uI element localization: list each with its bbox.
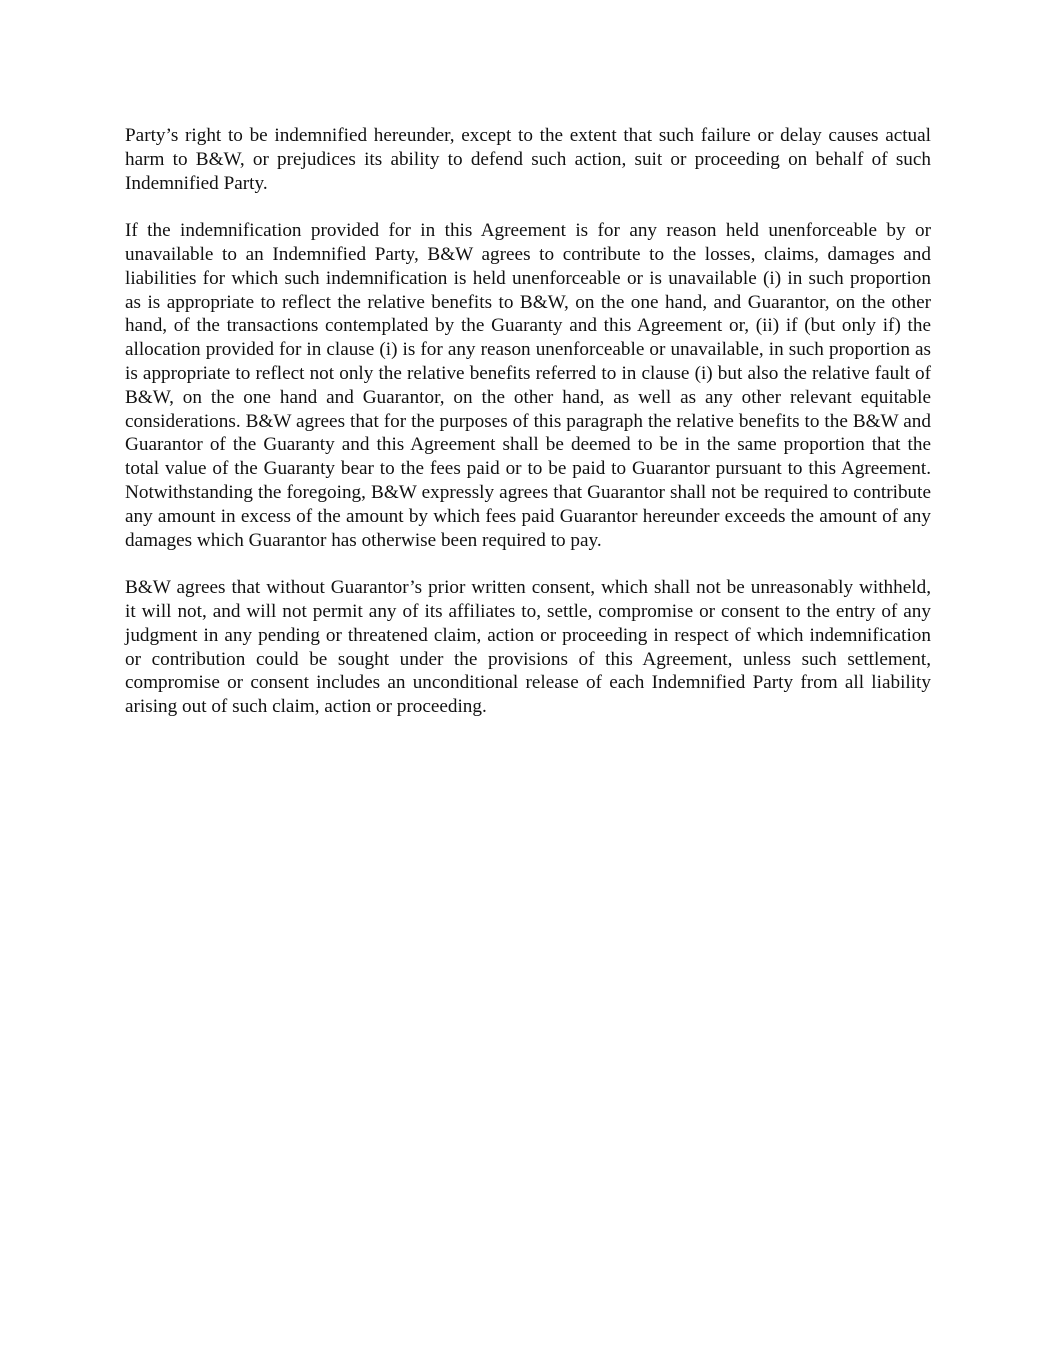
document-body: [125, 124, 931, 743]
paragraph-settlement-consent: B&W agrees that without Guarantor’s prior written consent, which shall not be unreasonably withheld, it will not, and will not permit any of its affiliates to, settle, compromise or consent to the entry of any judgment in any pending or threatened claim, action or proceeding in respect of which indemnification or contribution could be sought under the provisions of this Agreement, unless such settlement, compromise or consent includes an unconditional release of each Indemnified Party from all liability arising out of such claim, action or proceeding.: [125, 577, 931, 718]
paragraph-indemnification-notice: Party’s right to be indemnified hereunder, except to the extent that such failure or delay causes actual harm to B&W, or prejudices its ability to defend such action, suit or proceeding on behalf of such Indemnified Party.: [125, 125, 931, 194]
paragraph-contribution: If the indemnification provided for in this Agreement is for any reason held unenforceable by or unavailable to an Indemnified Party, B&W agrees to contribute to the losses, claims, damages and liabilities for which such indemnification is held unenforceable or is unavailable (i) in such proportion as is appropriate to reflect the relative benefits to B&W, on the one hand, and Guarantor, on the other hand, of the transactions contemplated by the Guaranty and this Agreement or, (ii) if (but only if) the allocation provided for in clause (i) is for any reason unenforceable or unavailable, in such proportion as is appropriate to reflect not only the relative benefits referred to in clause (i) but also the relative fault of B&W, on the one hand and Guarantor, on the other hand, as well as any other relevant equitable considerations. B&W agrees that for the purposes of this paragraph the relative benefits to the B&W and Guarantor of the Guaranty and this Agreement shall be deemed to be in the same proportion that the total value of the Guaranty bear to the fees paid or to be paid to Guarantor pursuant to this Agreement. Notwithstanding the foregoing, B&W expressly agrees that Guarantor shall not be required to contribute any amount in excess of the amount by which fees paid Guarantor hereunder exceeds the amount of any damages which Guarantor has otherwise been required to pay.: [125, 220, 931, 551]
